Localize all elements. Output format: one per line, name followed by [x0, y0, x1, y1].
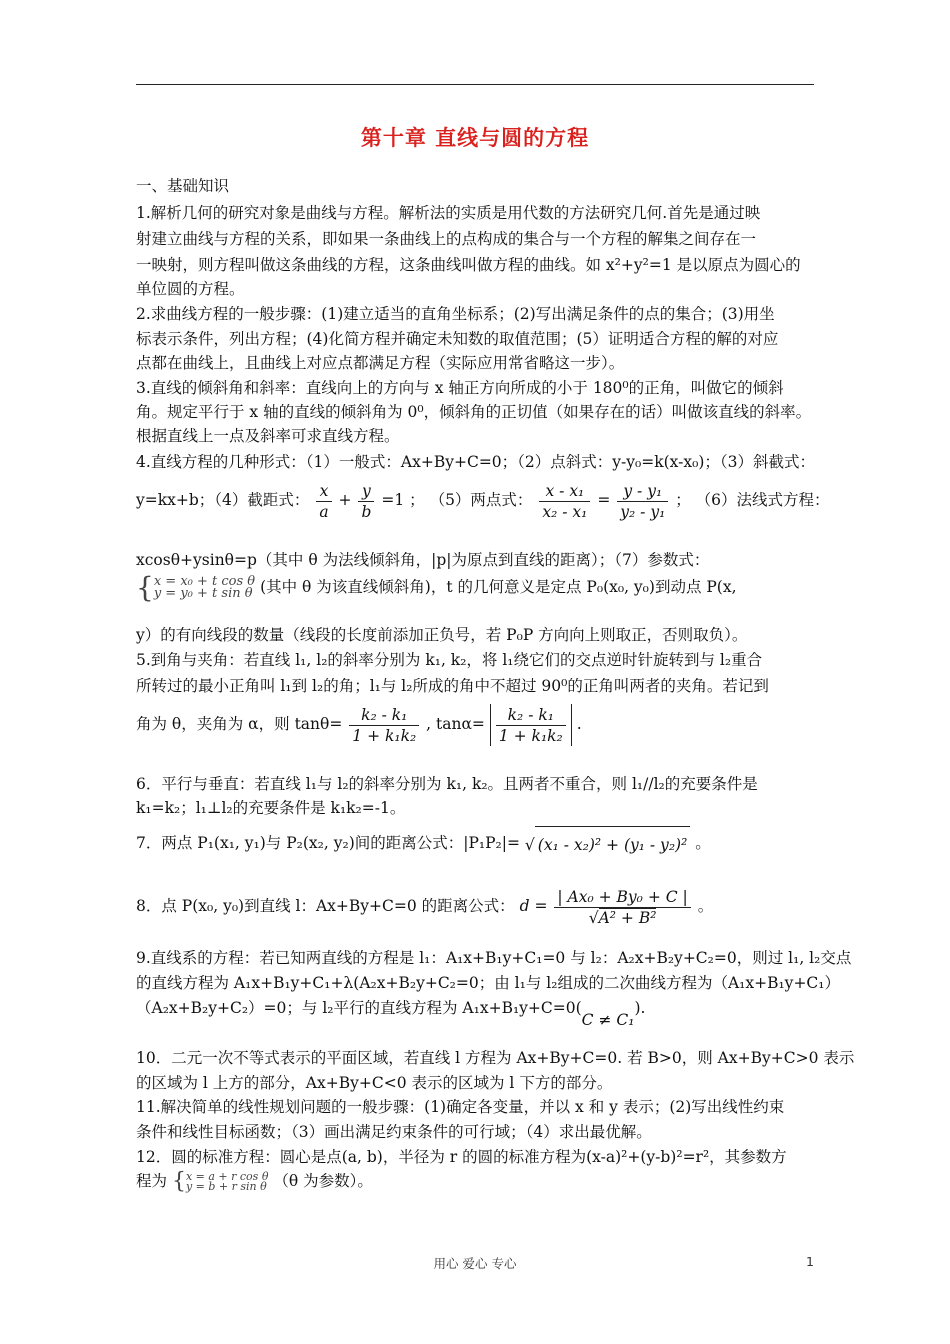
fraction-y-over-b: $\frac{y}{b}$ — [358, 481, 374, 522]
text-line: 9.直线系的方程：若已知两直线的方程是 l₁：A₁x+B₁y+C₁=0 与 l₂：A₂x+B₂y+C₂=0，则过 l₁, l₂交点 — [136, 949, 852, 967]
fraction-two-point-right: $\frac{\text{y - y₁}}{\text{y₂ - y₁}}$ — [617, 481, 668, 522]
fraction-distance: $\frac{\text{| Ax₀ + By₀ + C |}}{\text{√A² + B²}}$ — [554, 887, 690, 928]
text-line: 5.到角与夹角：若直线 l₁, l₂的斜率分别为 k₁, k₂，将 l₁绕它们的交点逆时针旋转到与 l₂重合 — [136, 651, 763, 669]
text-line: 4.直线方程的几种形式：（1）一般式：Ax+By+C=0；（2）点斜式：y-y₀=k(x-x₀)；（3）斜截式： — [136, 453, 815, 471]
text-line: 射建立曲线与方程的关系，即如果一条曲线上的点构成的集合与一个方程的解集之间存在一 — [136, 230, 757, 248]
text-fragment: y=kx+b；（4）截距式： — [136, 491, 310, 509]
page-number: 1 — [806, 1254, 814, 1269]
page-footer: 用心 爱心 专心 — [433, 1256, 517, 1271]
equals-sign: = — [597, 491, 611, 509]
header-rule — [136, 84, 814, 85]
text-fragment: （A₂x+B₂y+C₂）=0；与 l₂平行的直线方程为 A₁x+B₁y+C=0( — [136, 999, 582, 1017]
formula-line-angle — [136, 704, 582, 746]
d-label: d = — [519, 897, 548, 915]
formula-line-point-line-distance — [136, 882, 713, 930]
text-fragment: 7．两点 P₁(x₁, y₁)与 P₂(x₂, y₂)间的距离公式：|P₁P₂|= — [136, 834, 520, 852]
text-line: y）的有向线段的数量（线段的长度前添加正负号，若 P₀P 方向向上则取正，否则取负）。 — [136, 626, 748, 644]
text-fragment: 。 — [697, 897, 714, 915]
formula-line-distance — [136, 826, 711, 862]
text-line: 根据直线上一点及斜率可求直线方程。 — [136, 427, 400, 445]
text-line: 6．平行与垂直：若直线 l₁与 l₂的斜率分别为 k₁, k₂。且两者不重合，则 l₁//l₂的充要条件是 — [136, 775, 758, 793]
section-heading: 一、基础知识 — [136, 177, 230, 195]
text-line: k₁=k₂；l₁⊥l₂的充要条件是 k₁k₂=-1。 — [136, 799, 406, 817]
text-line: 条件和线性目标函数；（3）画出满足约束条件的可行域；（4）求出最优解。 — [136, 1123, 652, 1141]
formula-line-circle — [136, 1168, 373, 1194]
text-line: 单位圆的方程。 — [136, 280, 245, 298]
fraction-tan-alpha: $\frac{\text{k₂ - k₁}}{\text{1 + k₁k₂}}$ — [496, 705, 566, 746]
formula-line-parametric — [136, 572, 737, 602]
text-line: 12．圆的标准方程：圆心是点(a, b)，半径为 r 的圆的标准方程为(x-a)²+(y-b)²=r²，其参数方 — [136, 1148, 787, 1166]
text-fragment: 程为 — [136, 1172, 168, 1190]
text-fragment: ； （6）法线式方程： — [675, 491, 830, 509]
fraction-x-over-a: $\frac{x}{a}$ — [316, 481, 331, 522]
formula-line-parallel — [136, 998, 646, 1029]
text-fragment: . — [576, 715, 582, 733]
text-line: xcosθ+ysinθ=p（其中 θ 为法线倾斜角，|p|为原点到直线的距离）；（7）参数式： — [136, 551, 710, 569]
absolute-value-tan-alpha — [490, 704, 572, 746]
text-line: 点都在曲线上，且曲线上对应点都满足方程（实际应用常省略这一步）。 — [136, 354, 625, 372]
chapter-title: 第十章 直线与圆的方程 — [360, 126, 590, 150]
text-line: 角。规定平行于 x 轴的直线的倾斜角为 0⁰，倾斜角的正切值（如果存在的话）叫做该直线的斜率。 — [136, 403, 812, 421]
text-line: 3.直线的倾斜角和斜率：直线向上的方向与 x 轴正方向所成的小于 180⁰的正角，叫做它的倾斜 — [136, 379, 784, 397]
text-fragment: 角为 θ，夹角为 α，则 tanθ= — [136, 715, 343, 733]
text-line: 1.解析几何的研究对象是曲线与方程。解析法的实质是用代数的方法研究几何.首先是通过映 — [136, 204, 761, 222]
text-line: 的区域为 l 上方的部分，Ax+By+C<0 表示的区域为 l 下方的部分。 — [136, 1074, 613, 1092]
text-line: 的直线方程为 A₁x+B₁y+C₁+λ(A₂x+B₂y+C₂=0；由 l₁与 l₂组成的二次曲线方程为（A₁x+B₁y+C₁） — [136, 974, 841, 992]
text-line: 一映射，则方程叫做这条曲线的方程，这条曲线叫做方程的曲线。如 x²+y²=1 是以原点为圆心的 — [136, 256, 801, 274]
formula-line-intercept — [136, 480, 830, 522]
square-root-distance: √ (x₁ - x₂)² + (y₁ - y₂)² — [525, 826, 690, 862]
text-line: 标表示条件，列出方程；(4)化简方程并确定未知数的取值范围；(5）证明适合方程的解的对应 — [136, 330, 779, 348]
text-fragment: ). — [634, 999, 646, 1017]
text-fragment: ； （5）两点式： — [409, 491, 533, 509]
text-fragment: (其中 θ 为该直线倾斜角)，t 的几何意义是定点 P₀(x₀, y₀)到动点 P(x, — [260, 578, 737, 596]
text-line: 10．二元一次不等式表示的平面区域，若直线 l 方程为 Ax+By+C=0. 若 B>0，则 Ax+By+C>0 表示 — [136, 1049, 855, 1067]
text-line: 11.解决简单的线性规划问题的一般步骤：(1)确定各变量，并以 x 和 y 表示；(2)写出线性约束 — [136, 1098, 785, 1116]
c-not-equal: C ≠ C₁ — [581, 1011, 635, 1029]
circle-parametric-system: { x = a + r cos θ y = b + r sin θ — [171, 1169, 269, 1194]
text-fragment: 8．点 P(x₀, y₀)到直线 l：Ax+By+C=0 的距离公式： — [136, 897, 515, 915]
fraction-tan-theta: $\frac{\text{k₂ - k₁}}{\text{1 + k₁k₂}}$ — [349, 705, 419, 746]
text-fragment: 。 — [695, 834, 711, 852]
fraction-two-point-left: $\frac{\text{x - x₁}}{\text{x₂ - x₁}}$ — [539, 481, 590, 522]
parametric-system: { x = x₀ + t cos θ y = y₀ + t sin θ — [136, 571, 256, 604]
text-line: 2.求曲线方程的一般步骤：(1)建立适当的直角坐标系；(2)写出满足条件的点的集合；(3)用坐 — [136, 305, 775, 323]
plus-sign: + — [338, 491, 352, 509]
equals-one: =1 — [381, 491, 405, 509]
text-fragment: , tanα= — [426, 715, 485, 733]
text-line: 所转过的最小正角叫 l₁到 l₂的角；l₁与 l₂所成的角中不超过 90⁰的正角叫两者的夹角。若记到 — [136, 677, 769, 695]
text-fragment: （θ 为参数）。 — [273, 1172, 373, 1190]
